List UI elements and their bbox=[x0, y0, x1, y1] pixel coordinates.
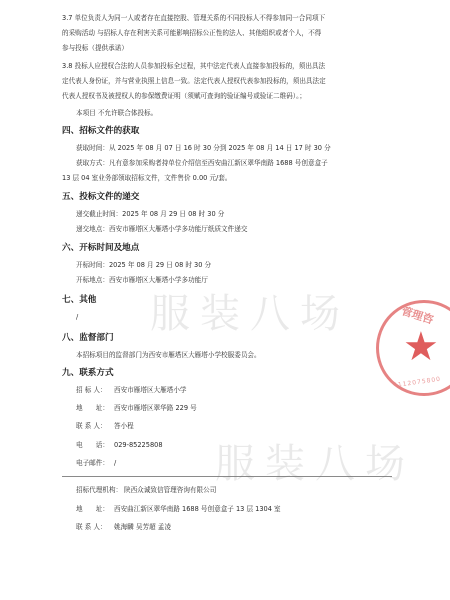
section-7-content: / bbox=[76, 313, 79, 321]
buyer-label: 招 标 人： bbox=[76, 386, 107, 394]
section-6-time: 开标时间：2025 年 08 月 29 日 08 时 30 分 bbox=[76, 261, 212, 269]
section-8-content: 本招标项目的监督部门为西安市雁塔区大雁塔小学校服委员会。 bbox=[76, 351, 261, 359]
buyer-address-value: 西安市雁塔区翠华路 229 号 bbox=[114, 404, 197, 412]
agency-address-label: 地 址： bbox=[76, 505, 109, 513]
section-4-method-line1: 获取方式：凡有意参加采购者持单位介绍信至西安曲江新区翠华南路 1688 号创意盒子 bbox=[76, 159, 328, 167]
buyer-address-label: 地 址： bbox=[76, 404, 109, 412]
para-3-7-line3: 参与投标（提供承诺） bbox=[62, 44, 128, 52]
agency-contact-value: 姚海麟 吴芳超 孟凌 bbox=[114, 523, 171, 531]
buyer-contact-value: 答小程 bbox=[114, 422, 134, 430]
agency-name-label: 招标代理机构： bbox=[76, 486, 123, 494]
section-6-place: 开标地点：西安市雁塔区大雁塔小学多功能厅 bbox=[76, 276, 208, 284]
section-5-place: 递交地点：西安市雁塔区大雁塔小学多功能厅纸质文件递交 bbox=[76, 225, 248, 233]
section-6-heading: 六、开标时间及地点 bbox=[62, 243, 140, 253]
para-3-8-line1: 3.8 投标人应授权合法的人员参加投标全过程，其中法定代表人直接参加投标的，须出具法 bbox=[62, 62, 326, 70]
section-4-method-line2: 13 层 04 室业务部领取招标文件，文件售价 0.00 元/套。 bbox=[62, 174, 232, 182]
buyer-email-value: / bbox=[114, 459, 117, 467]
seal-star-icon: ★ bbox=[403, 324, 439, 370]
para-3-8-line2: 定代表人身份证，并与营业执照上信息一致。法定代表人授权代表参加投标的，须出具法定 bbox=[62, 77, 326, 85]
agency-contact-label: 联 系 人： bbox=[76, 523, 107, 531]
buyer-value: 西安市雁塔区大雁塔小学 bbox=[114, 386, 187, 394]
section-4-time: 获取时间：从 2025 年 08 月 07 日 16 时 30 分到 2025 年 08 月 14 日 17 时 30 分 bbox=[76, 144, 331, 152]
seal-ring-text: 管理咨 bbox=[399, 304, 436, 327]
section-9-heading: 九、联系方式 bbox=[62, 368, 114, 378]
para-3-7-line1: 3.7 单位负责人为同一人或者存在直接控股、管理关系的不同投标人不得参加同一合同项下 bbox=[62, 14, 326, 22]
official-seal bbox=[376, 300, 450, 396]
agency-address-value: 西安曲江新区翠华南路 1688 号创意盒子 13 层 1304 室 bbox=[114, 505, 281, 513]
section-5-heading: 五、投标文件的递交 bbox=[62, 192, 140, 202]
buyer-contact-label: 联 系 人： bbox=[76, 422, 107, 430]
buyer-email-label: 电子邮件： bbox=[76, 459, 109, 467]
watermark-top: 服装八场 bbox=[150, 291, 350, 337]
buyer-phone-value: 029-85225808 bbox=[114, 441, 163, 449]
agency-name-value: 陕西众诚致信管理咨询有限公司 bbox=[124, 486, 217, 494]
watermark-bottom: 服装八场 bbox=[215, 441, 415, 487]
divider bbox=[62, 476, 392, 477]
section-8-heading: 八、监督部门 bbox=[62, 333, 114, 343]
section-5-deadline: 递交截止时间：2025 年 08 月 29 日 08 时 30 分 bbox=[76, 210, 225, 218]
section-7-heading: 七、其他 bbox=[62, 295, 97, 305]
para-3-8-line3: 代表人授权书及被授权人的参保缴费证明（须赋可查询的验证编号或验证二维码）。； bbox=[62, 92, 306, 100]
para-3-7-line2: 的采购活动 与招标人存在利害关系可能影响招标公正性的法人、其他组织或者个人，不得 bbox=[62, 29, 322, 37]
buyer-phone-label: 电 话： bbox=[76, 441, 109, 449]
section-4-heading: 四、招标文件的获取 bbox=[62, 126, 140, 136]
seal-number: 6112075800 bbox=[392, 375, 442, 390]
joint-bid-note: 本项目 不允许联合体投标。 bbox=[76, 109, 158, 117]
